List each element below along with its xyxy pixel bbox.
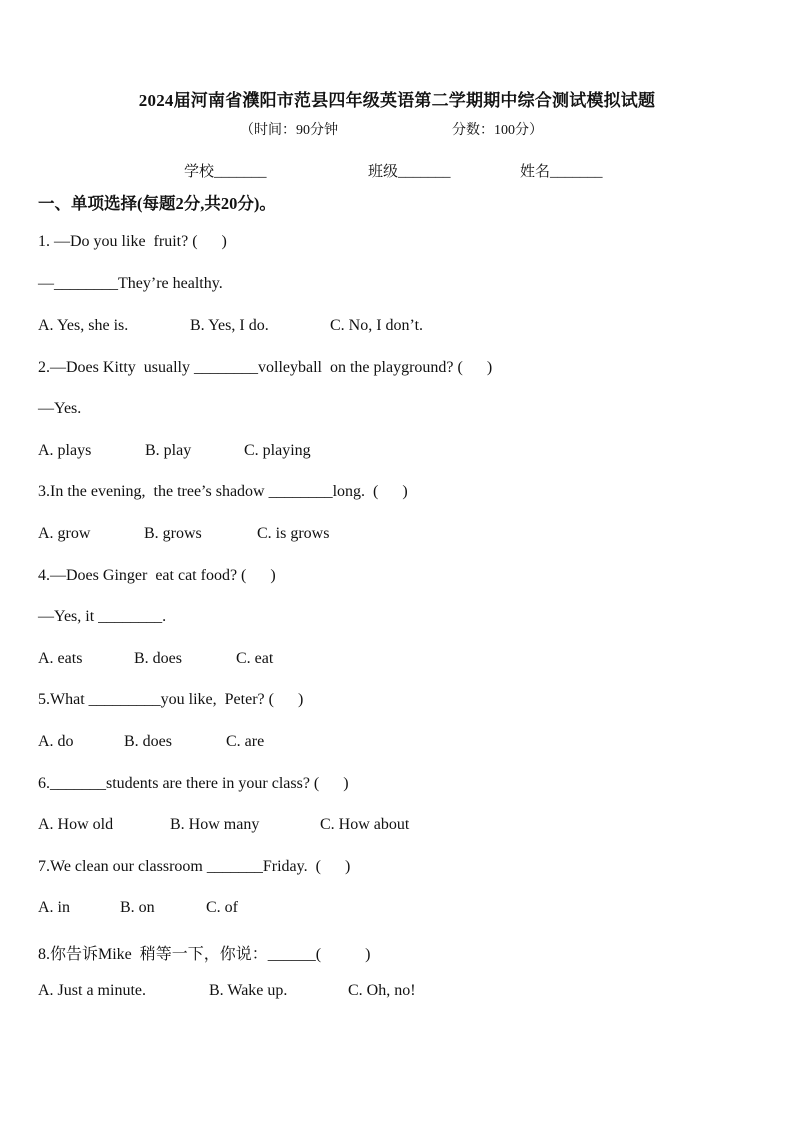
q3-option-c: C. is grows — [257, 525, 330, 542]
q1-option-a: A. Yes, she is. — [38, 317, 129, 334]
q2-option-b: B. play — [145, 442, 192, 459]
q6-option-a: A. How old — [38, 816, 114, 833]
q5-option-c: C. are — [226, 733, 265, 750]
q5-stem: 5.What _________you like, Peter? ( ) — [38, 691, 304, 708]
q6-stem: 6._______students are there in your class? ( ) — [38, 775, 349, 792]
q5-option-a: A. do — [38, 733, 74, 750]
q2-stem: 2.—Does Kitty usually ________volleyball on the playground? ( ) — [38, 359, 493, 376]
section-heading: 一、单项选择(每题2分,共20分)。 — [38, 194, 276, 213]
q8-option-b: B. Wake up. — [209, 982, 288, 999]
q8-option-c: C. Oh, no! — [348, 982, 416, 999]
q2-option-a: A. plays — [38, 442, 92, 459]
q4-option-c: C. eat — [236, 650, 274, 667]
q6-option-b: B. How many — [170, 816, 260, 833]
q2-option-c: C. playing — [244, 442, 311, 459]
q3-stem: 3.In the evening, the tree’s shadow ________long. ( ) — [38, 483, 408, 500]
q7-option-b: B. on — [120, 899, 155, 916]
q3-option-a: A. grow — [38, 525, 91, 542]
q1-option-b: B. Yes, I do. — [190, 317, 269, 334]
q2-response: —Yes. — [38, 400, 82, 417]
q8-option-a: A. Just a minute. — [38, 982, 146, 999]
q3-option-b: B. grows — [144, 525, 202, 542]
time-limit: （时间：90分钟 — [240, 123, 338, 138]
school-field: 学校_______ — [184, 164, 267, 180]
q7-stem: 7.We clean our classroom _______Friday. ( ) — [38, 858, 351, 875]
q1-response: —________They’re healthy. — [38, 275, 223, 292]
q5-option-b: B. does — [124, 733, 172, 750]
class-field: 班级_______ — [368, 164, 451, 180]
q8-stem: 8.你告诉Mike 稍等一下，你说：______( ) — [38, 946, 371, 963]
q1-stem: 1. —Do you like fruit? ( ) — [38, 233, 227, 250]
q7-option-c: C. of — [206, 899, 238, 916]
q4-response: —Yes, it ________. — [38, 608, 167, 625]
exam-title: 2024届河南省濮阳市范县四年级英语第二学期期中综合测试模拟试题 — [138, 91, 656, 110]
q4-option-b: B. does — [134, 650, 182, 667]
q4-option-a: A. eats — [38, 650, 83, 667]
name-field: 姓名_______ — [520, 164, 603, 180]
q6-option-c: C. How about — [320, 816, 410, 833]
total-score: 分数：100分） — [452, 123, 543, 138]
q7-option-a: A. in — [38, 899, 70, 916]
q4-stem: 4.—Does Ginger eat cat food? ( ) — [38, 567, 276, 584]
q1-option-c: C. No, I don’t. — [330, 317, 424, 334]
